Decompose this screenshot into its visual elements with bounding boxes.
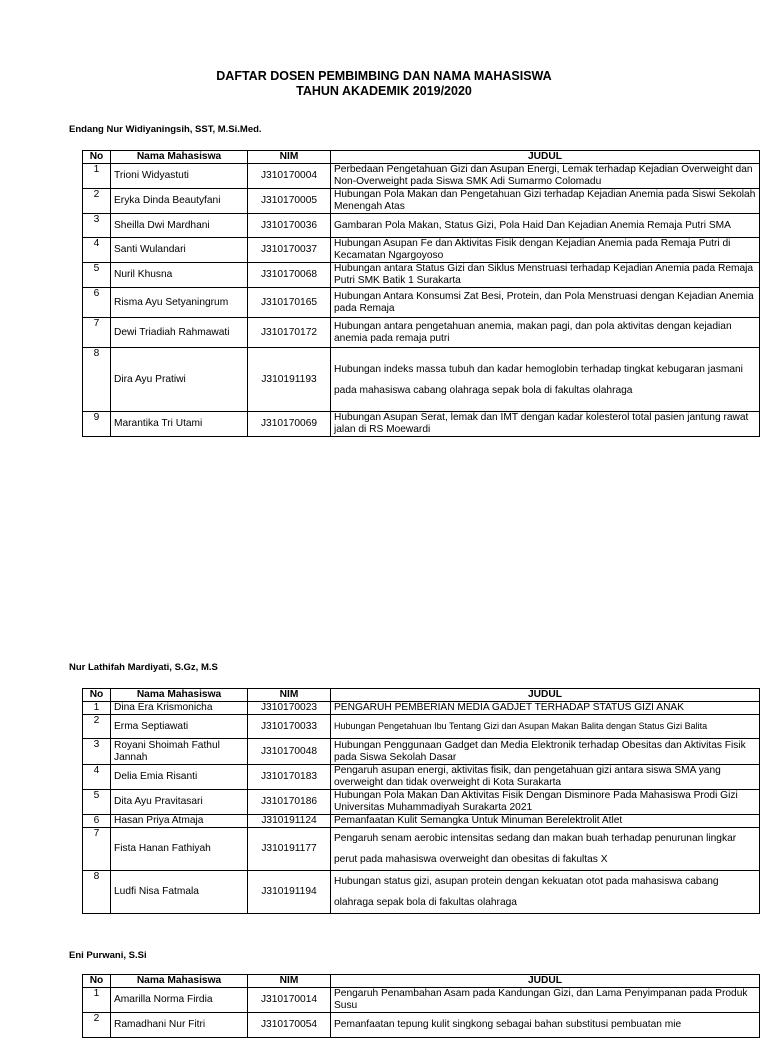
student-name: Hasan Priya Atmaja: [111, 815, 248, 828]
student-name: Trioni Widyastuti: [111, 164, 248, 189]
student-name: Amarilla Norma Firdia: [111, 988, 248, 1013]
header-judul: JUDUL: [331, 151, 760, 164]
student-name: Dewi Triadiah Rahmawati: [111, 318, 248, 348]
student-name: Delia Emia Risanti: [111, 765, 248, 790]
student-name: Ludfi Nisa Fatmala: [111, 871, 248, 914]
row-number: 2: [83, 1013, 111, 1038]
supervisor-name: Endang Nur Widiyaningsih, SST, M.Si.Med.: [69, 124, 262, 135]
table-row: [83, 1013, 760, 1038]
table-row: [83, 828, 760, 871]
table-row: [83, 765, 760, 790]
row-number: 7: [83, 318, 111, 348]
table-header-row: [83, 151, 760, 164]
student-nim: J310170005: [248, 189, 331, 214]
thesis-title: Hubungan Pengetahuan Ibu Tentang Gizi dan Asupan Makan Balita dengan Status Gizi Balita: [331, 715, 760, 739]
table-row: [83, 263, 760, 288]
header-no: No: [83, 689, 111, 702]
student-nim: J310170048: [248, 739, 331, 765]
table-row: [83, 238, 760, 263]
student-nim: J310170023: [248, 702, 331, 715]
student-name: Marantika Tri Utami: [111, 412, 248, 437]
thesis-title: Pengaruh senam aerobic intensitas sedang dan makan buah terhadap penurunan lingkar perut pada mahasiswa overweight dan obesitas di fakultas X: [331, 828, 760, 871]
supervisor-name: Eni Purwani, S.Si: [69, 950, 147, 961]
table-row: [83, 318, 760, 348]
row-number: 5: [83, 790, 111, 815]
header-nama: Nama Mahasiswa: [111, 151, 248, 164]
student-name: Dina Era Krismonicha: [111, 702, 248, 715]
table-row: [83, 790, 760, 815]
row-number: 1: [83, 164, 111, 189]
row-number: 6: [83, 288, 111, 318]
title-line-2: TAHUN AKADEMIK 2019/2020: [296, 84, 472, 98]
thesis-title: PENGARUH PEMBERIAN MEDIA GADJET TERHADAP STATUS GIZI ANAK: [331, 702, 760, 715]
row-number: 3: [83, 214, 111, 238]
student-name: Risma Ayu Setyaningrum: [111, 288, 248, 318]
row-number: 8: [83, 871, 111, 914]
row-number: 4: [83, 238, 111, 263]
student-name: Sheilla Dwi Mardhani: [111, 214, 248, 238]
row-number: 6: [83, 815, 111, 828]
thesis-title: Hubungan antara pengetahuan anemia, makan pagi, dan pola aktivitas dengan kejadian anemia pada remaja putri: [331, 318, 760, 348]
student-nim: J310170172: [248, 318, 331, 348]
student-name: Dita Ayu Pravitasari: [111, 790, 248, 815]
student-name: Santi Wulandari: [111, 238, 248, 263]
student-nim: J310191177: [248, 828, 331, 871]
table-row: [83, 288, 760, 318]
row-number: 2: [83, 715, 111, 739]
thesis-title: Gambaran Pola Makan, Status Gizi, Pola Haid Dan Kejadian Anemia Remaja Putri SMA: [331, 214, 760, 238]
header-judul: JUDUL: [331, 975, 760, 988]
student-nim: J310170186: [248, 790, 331, 815]
row-number: 1: [83, 702, 111, 715]
student-nim: J310170014: [248, 988, 331, 1013]
student-nim: J310170068: [248, 263, 331, 288]
table-row: [83, 815, 760, 828]
student-table: [82, 150, 760, 437]
thesis-title: Hubungan status gizi, asupan protein dengan kekuatan otot pada mahasiswa cabang olahraga sepak bola di fakultas olahraga: [331, 871, 760, 914]
thesis-title: Pengaruh Penambahan Asam pada Kandungan Gizi, dan Lama Penyimpanan pada Produk Susu: [331, 988, 760, 1013]
header-nim: NIM: [248, 689, 331, 702]
header-no: No: [83, 151, 111, 164]
student-name: Royani Shoimah Fathul Jannah: [111, 739, 248, 765]
thesis-title: Pemanfaatan tepung kulit singkong sebagai bahan substitusi pembuatan mie: [331, 1013, 760, 1038]
student-nim: J310170036: [248, 214, 331, 238]
table-row: [83, 739, 760, 765]
table-row: [83, 702, 760, 715]
header-nim: NIM: [248, 975, 331, 988]
student-name: Fista Hanan Fathiyah: [111, 828, 248, 871]
row-number: 7: [83, 828, 111, 871]
header-no: No: [83, 975, 111, 988]
thesis-title: Hubungan Asupan Serat, lemak dan IMT dengan kadar kolesterol total pasien jantung rawat jalan di RS Moewardi: [331, 412, 760, 437]
student-nim: J310170069: [248, 412, 331, 437]
student-nim: J310191193: [248, 348, 331, 412]
student-nim: J310170183: [248, 765, 331, 790]
table-row: [83, 871, 760, 914]
thesis-title: Hubungan antara Status Gizi dan Siklus Menstruasi terhadap Kejadian Anemia pada Remaja Putri SMK Batik 1 Surakarta: [331, 263, 760, 288]
student-name: Eryka Dinda Beautyfani: [111, 189, 248, 214]
supervisor-name: Nur Lathifah Mardiyati, S.Gz, M.S: [69, 662, 218, 673]
student-nim: J310170004: [248, 164, 331, 189]
student-table: [82, 974, 760, 1038]
table-row: [83, 189, 760, 214]
document-title: [0, 69, 768, 99]
thesis-title: Hubungan indeks massa tubuh dan kadar hemoglobin terhadap tingkat kebugaran jasmani pada mahasiswa cabang olahraga sepak bola di fakultas olahraga: [331, 348, 760, 412]
table-row: [83, 412, 760, 437]
student-table: [82, 688, 760, 914]
row-number: 8: [83, 348, 111, 412]
student-name: Erma Septiawati: [111, 715, 248, 739]
header-judul: JUDUL: [331, 689, 760, 702]
student-nim: J310170037: [248, 238, 331, 263]
thesis-title: Hubungan Asupan Fe dan Aktivitas Fisik dengan Kejadian Anemia pada Remaja Putri di Kecamatan Ngargoyoso: [331, 238, 760, 263]
thesis-title: Hubungan Pola Makan dan Pengetahuan Gizi terhadap Kejadian Anemia pada Siswi Sekolah Menengah Atas: [331, 189, 760, 214]
thesis-title: Pemanfaatan Kulit Semangka Untuk Minuman Berelektrolit Atlet: [331, 815, 760, 828]
thesis-title: Hubungan Pola Makan Dan Aktivitas Fisik Dengan Disminore Pada Mahasiswa Prodi Gizi Universitas Muhammadiyah Surakarta 2021: [331, 790, 760, 815]
header-nim: NIM: [248, 151, 331, 164]
thesis-title: Hubungan Penggunaan Gadget dan Media Elektronik terhadap Obesitas dan Aktivitas Fisik pada Siswa Sekolah Dasar: [331, 739, 760, 765]
header-nama: Nama Mahasiswa: [111, 689, 248, 702]
table-row: [83, 988, 760, 1013]
thesis-title: Perbedaan Pengetahuan Gizi dan Asupan Energi, Lemak terhadap Kejadian Overweight dan Non-Overweight pada Siswa SMK Adi Sumarmo Colomadu: [331, 164, 760, 189]
student-nim: J310170165: [248, 288, 331, 318]
student-name: Nuril Khusna: [111, 263, 248, 288]
row-number: 2: [83, 189, 111, 214]
thesis-title: Hubungan Antara Konsumsi Zat Besi, Protein, dan Pola Menstruasi dengan Kejadian Anemia pada Remaja: [331, 288, 760, 318]
row-number: 1: [83, 988, 111, 1013]
thesis-title: Pengaruh asupan energi, aktivitas fisik, dan pengetahuan gizi antara siswa SMA yang overweight dan tidak overweight di Kota Surakarta: [331, 765, 760, 790]
student-nim: J310191194: [248, 871, 331, 914]
table-row: [83, 715, 760, 739]
student-nim: J310191124: [248, 815, 331, 828]
table-header-row: [83, 689, 760, 702]
row-number: 9: [83, 412, 111, 437]
student-nim: J310170054: [248, 1013, 331, 1038]
student-name: Dira Ayu Pratiwi: [111, 348, 248, 412]
table-header-row: [83, 975, 760, 988]
table-row: [83, 214, 760, 238]
row-number: 3: [83, 739, 111, 765]
row-number: 4: [83, 765, 111, 790]
table-row: [83, 348, 760, 412]
title-line-1: DAFTAR DOSEN PEMBIMBING DAN NAMA MAHASISWA: [216, 69, 552, 83]
row-number: 5: [83, 263, 111, 288]
student-nim: J310170033: [248, 715, 331, 739]
table-row: [83, 164, 760, 189]
student-name: Ramadhani Nur Fitri: [111, 1013, 248, 1038]
header-nama: Nama Mahasiswa: [111, 975, 248, 988]
